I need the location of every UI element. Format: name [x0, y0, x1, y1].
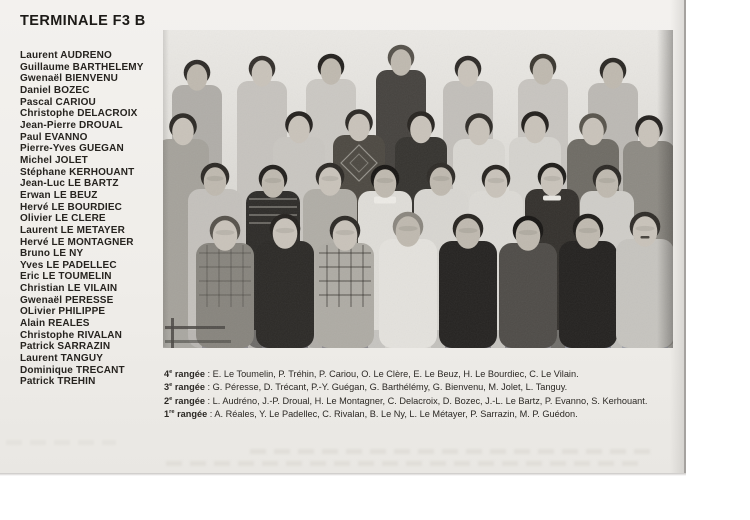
- roster-name: Guillaume BARTHELEMY: [20, 61, 144, 73]
- roster-name: Laurent LE METAYER: [20, 224, 125, 236]
- bleed-through-artifact: [6, 440, 116, 445]
- roster-name: Paul EVANNO: [20, 131, 88, 143]
- roster-name: Christian LE VILAIN: [20, 283, 118, 295]
- photo-grain-overlay: [163, 30, 673, 348]
- roster-name: Jean-Luc LE BARTZ: [20, 178, 119, 190]
- roster-name: Patrick TREHIN: [20, 376, 96, 388]
- roster-name: Olivier LE CLERE: [20, 213, 106, 225]
- caption-row: [164, 408, 670, 421]
- roster-name: Christophe DELACROIX: [20, 108, 138, 120]
- caption-row-names: : L. Audréno, J.-P. Droual, H. Le Montagner, C. Delacroix, D. Bozec, J.-L. Le Bartz, P. Evanno, S. Kerhouant.: [204, 395, 648, 406]
- caption-row-label: 1re rangée: [164, 409, 208, 420]
- roster-name: Erwan LE BEUZ: [20, 189, 98, 201]
- roster-name: Patrick SARRAZIN: [20, 341, 111, 353]
- caption-row: [164, 368, 670, 381]
- caption-row-label: 2e rangée: [164, 395, 205, 406]
- photo-caption: [164, 368, 670, 422]
- bleed-through-artifact: [166, 461, 646, 466]
- roster-name: Yves LE PADELLEC: [20, 259, 117, 271]
- page-edge-line: [684, 0, 686, 474]
- roster-name: Pascal CARIOU: [20, 96, 96, 108]
- roster: [20, 50, 144, 388]
- roster-name: Hervé LE MONTAGNER: [20, 236, 134, 248]
- roster-name: Laurent TANGUY: [20, 353, 104, 365]
- photo-svg: [163, 30, 673, 348]
- roster-name: Hervé LE BOURDIEC: [20, 201, 123, 213]
- roster-name: Laurent AUDRENO: [20, 50, 112, 61]
- roster-name: Gwenaël BIENVENU: [20, 73, 118, 85]
- page-gutter-shadow: [670, 0, 684, 473]
- class-photo: [163, 30, 673, 348]
- page-bottom-edge: [0, 473, 686, 476]
- roster-name: Jean-Pierre DROUAL: [20, 119, 123, 131]
- roster-name: Michel JOLET: [20, 154, 88, 166]
- roster-name: Christophe RIVALAN: [20, 329, 122, 341]
- roster-name: Eric LE TOUMELIN: [20, 271, 112, 283]
- caption-row-label: 4e rangée: [164, 368, 205, 379]
- roster-name: Pierre-Yves GUEGAN: [20, 143, 124, 155]
- bleed-through-artifact: [250, 449, 650, 454]
- caption-row-names: : G. Péresse, D. Trécant, P.-Y. Guégan, G. Barthélémy, G. Bienvenu, M. Jolet, L. Tanguy.: [204, 382, 568, 393]
- caption-row: [164, 395, 670, 408]
- roster-name: Stéphane KERHOUANT: [20, 166, 135, 178]
- caption-row-label: 3e rangée: [164, 382, 205, 393]
- roster-name: Dominique TRECANT: [20, 364, 125, 376]
- caption-row: [164, 381, 670, 394]
- caption-row-names: : E. Le Toumelin, P. Tréhin, P. Cariou, O. Le Clère, E. Le Beuz, H. Le Bourdiec, C. Le Vilain.: [204, 369, 579, 379]
- roster-name: Daniel BOZEC: [20, 84, 90, 96]
- roster-name: Bruno LE NY: [20, 248, 84, 260]
- caption-row-names: : A. Réales, Y. Le Padellec, C. Rivalan, B. Le Ny, L. Le Métayer, P. Sarrazin, M. P. Guédon.: [207, 409, 578, 420]
- roster-name: Alain REALES: [20, 318, 90, 330]
- page-title: TERMINALE F3 B: [20, 13, 146, 29]
- roster-name: OLivier PHILIPPE: [20, 306, 106, 318]
- roster-name: Gwenaël PERESSE: [20, 294, 114, 306]
